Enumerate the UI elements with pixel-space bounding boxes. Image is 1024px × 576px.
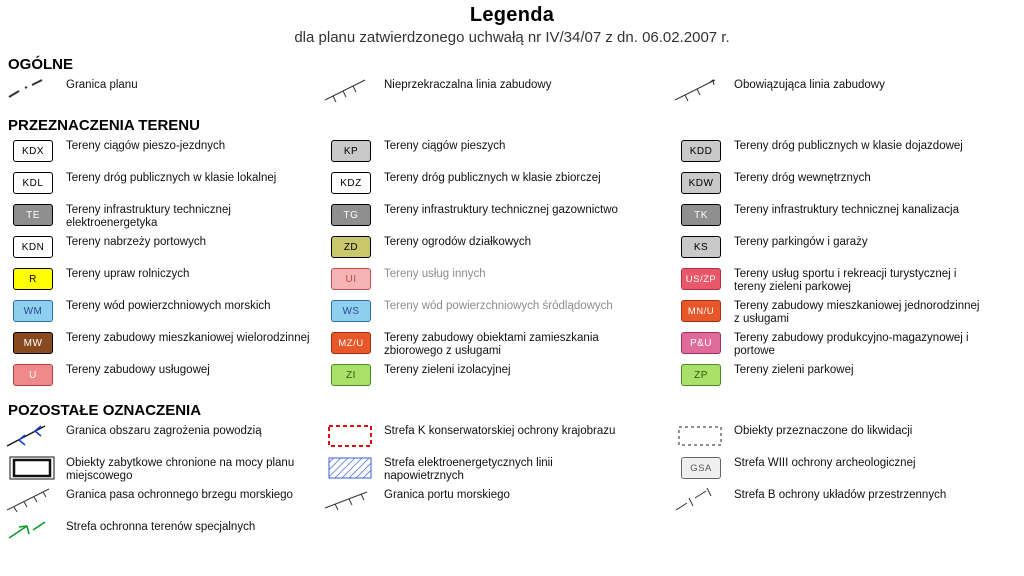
legend-label: Tereny zabudowy obiektami zamieszkania zbiorowego z usługami (384, 332, 599, 357)
code-box-icon (322, 233, 380, 261)
section-title-ogolne: OGÓLNE (8, 56, 74, 73)
land-use-code: US/ZP (681, 268, 721, 290)
legend-label: Tereny zieleni parkowej (734, 364, 854, 376)
legend-entry (322, 168, 672, 200)
code-box-icon (4, 137, 62, 165)
legend-label: Tereny dróg wewnętrznych (734, 172, 871, 184)
land-use-code: KP (331, 140, 371, 162)
code-box-icon (322, 169, 380, 197)
code-box-icon (4, 329, 62, 357)
legend-grid-ogolne (0, 75, 1024, 107)
legend-entry (322, 328, 672, 360)
land-use-code: U (13, 364, 53, 386)
code-box-icon (4, 233, 62, 261)
code-box-icon (322, 297, 380, 325)
land-use-code: WM (13, 300, 53, 322)
code-box-icon (322, 361, 380, 389)
code-box-icon (322, 265, 380, 293)
legend-entry (322, 200, 672, 232)
legend-entry (322, 485, 672, 517)
land-use-code: KS (681, 236, 721, 258)
code-box-icon (322, 329, 380, 357)
legend-label: Strefa B ochrony układów przestrzennych (734, 489, 947, 501)
legend-label: Strefa elektroenergetycznych linii napowietrznych (384, 457, 553, 482)
line-ticks-up-icon (322, 76, 380, 104)
coast-line-icon (4, 486, 62, 514)
legend-entry (4, 136, 322, 168)
legend-label: Tereny zieleni izolacyjnej (384, 364, 511, 376)
page-title: Legenda (469, 4, 555, 26)
land-use-code: KDN (13, 236, 53, 258)
legend-label: Granica portu morskiego (384, 489, 510, 501)
gsa-code: GSA (681, 457, 721, 479)
legend-label: Tereny zabudowy usługowej (66, 364, 210, 376)
section-title-przeznaczenia: PRZEZNACZENIA TERENU (8, 117, 200, 134)
legend-entry (4, 328, 322, 360)
legend-entry (672, 453, 1018, 485)
legend-label: Strefa WIII ochrony archeologicznej (734, 457, 916, 469)
code-box-icon (672, 361, 730, 389)
legend-entry (672, 360, 1018, 392)
land-use-code: ZI (331, 364, 371, 386)
land-use-code: KDL (13, 172, 53, 194)
legend-entry (672, 328, 1018, 360)
legend-grid-przeznaczenia (0, 136, 1024, 392)
legend-entry (4, 421, 322, 453)
legend-label: Tereny infrastruktury technicznej kanalizacja (734, 204, 959, 216)
land-use-code: TE (13, 204, 53, 226)
code-box-icon (672, 265, 730, 293)
section-ogolne (0, 56, 1024, 107)
land-use-code: P&U (681, 332, 721, 354)
legend-entry (322, 75, 672, 107)
code-box-icon (672, 297, 730, 325)
legend-entry (322, 453, 672, 485)
code-box-icon (322, 201, 380, 229)
legend-entry (322, 232, 672, 264)
code-box-icon (4, 361, 62, 389)
legend-entry (4, 453, 322, 485)
legend-entry (672, 421, 1018, 453)
legend-entry (322, 264, 672, 296)
flood-hazard-line-icon (4, 422, 62, 450)
legend-label: Tereny usług innych (384, 268, 486, 280)
legend-entry (4, 485, 322, 517)
legend-label: Tereny nabrzeży portowych (66, 236, 206, 248)
legend-label: Obiekty przeznaczone do likwidacji (734, 425, 913, 437)
legend-entry (672, 485, 1018, 517)
legend-entry (4, 232, 322, 264)
section-pozostale (0, 402, 1024, 549)
hatched-rect-icon (322, 454, 380, 482)
land-use-code: TK (681, 204, 721, 226)
legend-entry (4, 296, 322, 328)
legend-label: Tereny zabudowy produkcyjno-magazynowej i portowe (734, 332, 969, 357)
legend-entry (672, 136, 1018, 168)
legend-label: Tereny wód powierzchniowych morskich (66, 300, 271, 312)
legend-label: Tereny upraw rolniczych (66, 268, 190, 280)
legend-label: Tereny usług sportu i rekreacji turystycznej i tereny zieleni parkowej (734, 268, 957, 293)
gsa-box-icon (672, 454, 730, 482)
page-subtitle: dla planu zatwierdzonego uchwałą nr IV/34/07 z dn. 06.02.2007 r. (294, 29, 730, 46)
urban-layout-line-icon (672, 486, 730, 514)
legend-entry (322, 360, 672, 392)
legend-entry (672, 232, 1018, 264)
code-box-icon (4, 297, 62, 325)
legend-entry (322, 296, 672, 328)
legend-entry (4, 168, 322, 200)
legend-entry (4, 200, 322, 232)
legend-entry (672, 168, 1018, 200)
legend-label: Tereny infrastruktury technicznej elektroenergetyka (66, 204, 231, 229)
land-use-code: ZP (681, 364, 721, 386)
legend-entry (672, 75, 1018, 107)
code-box-icon (672, 201, 730, 229)
legend-entry (672, 296, 1018, 328)
legend-label: Strefa K konserwatorskiej ochrony krajobrazu (384, 425, 616, 437)
land-use-code: WS (331, 300, 371, 322)
legend-entry (4, 75, 322, 107)
code-box-icon (4, 265, 62, 293)
legend-label: Tereny zabudowy mieszkaniowej jednorodzinnej z usługami (734, 300, 980, 325)
land-use-code: UI (331, 268, 371, 290)
monument-rect-icon (4, 454, 62, 482)
legend-entry (672, 200, 1018, 232)
code-box-icon (322, 137, 380, 165)
code-box-icon (4, 169, 62, 197)
legend-entry (4, 360, 322, 392)
section-title-pozostale: POZOSTAŁE OZNACZENIA (8, 402, 202, 419)
legend-label: Tereny zabudowy mieszkaniowej wielorodzinnej (66, 332, 310, 344)
legend-label: Obiekty zabytkowe chronione na mocy planu miejscowego (66, 457, 295, 482)
land-use-code: KDD (681, 140, 721, 162)
legend-label: Tereny dróg publicznych w klasie dojazdowej (734, 140, 963, 152)
section-przeznaczenia (0, 117, 1024, 392)
code-box-icon (672, 137, 730, 165)
legend-label: Tereny parkingów i garaży (734, 236, 868, 248)
legend-entry (322, 421, 672, 453)
land-use-code: KDZ (331, 172, 371, 194)
land-use-code: MZ/U (331, 332, 371, 354)
legend-label: Granica planu (66, 79, 138, 91)
port-line-icon (322, 486, 380, 514)
black-dashed-rect-icon (672, 422, 730, 450)
legend-label: Tereny infrastruktury technicznej gazownictwo (384, 204, 618, 216)
legend-entry (4, 264, 322, 296)
code-box-icon (4, 201, 62, 229)
code-box-icon (672, 169, 730, 197)
code-box-icon (672, 329, 730, 357)
land-use-code: KDW (681, 172, 721, 194)
dashed-dotted-line-icon (4, 76, 62, 104)
code-box-icon (672, 233, 730, 261)
legend-label: Tereny dróg publicznych w klasie zbiorczej (384, 172, 601, 184)
legend-entry (4, 517, 322, 549)
legend-label: Tereny ogrodów działkowych (384, 236, 532, 248)
legend-grid-pozostale (0, 421, 1024, 549)
legend-label: Obowiązująca linia zabudowy (734, 79, 885, 91)
legend-label: Tereny ciągów pieszo-jezdnych (66, 140, 226, 152)
legend-label: Granica pasa ochronnego brzegu morskiego (66, 489, 293, 501)
legend-label: Tereny wód powierzchniowych śródlądowych (384, 300, 613, 312)
land-use-code: TG (331, 204, 371, 226)
red-dashed-rect-icon (322, 422, 380, 450)
legend-label: Tereny ciągów pieszych (384, 140, 506, 152)
land-use-code: KDX (13, 140, 53, 162)
legend-label: Granica obszaru zagrożenia powodzią (66, 425, 262, 437)
land-use-code: MN/U (681, 300, 721, 322)
legend-entry (322, 136, 672, 168)
green-arrow-line-icon (4, 518, 62, 546)
line-ticks-arrow-icon (672, 76, 730, 104)
land-use-code: MW (13, 332, 53, 354)
legend-label: Tereny dróg publicznych w klasie lokalnej (66, 172, 277, 184)
legend-label: Nieprzekraczalna linia zabudowy (384, 79, 552, 91)
land-use-code: R (13, 268, 53, 290)
land-use-code: ZD (331, 236, 371, 258)
legend-entry (672, 264, 1018, 296)
legend-label: Strefa ochronna terenów specjalnych (66, 521, 256, 533)
